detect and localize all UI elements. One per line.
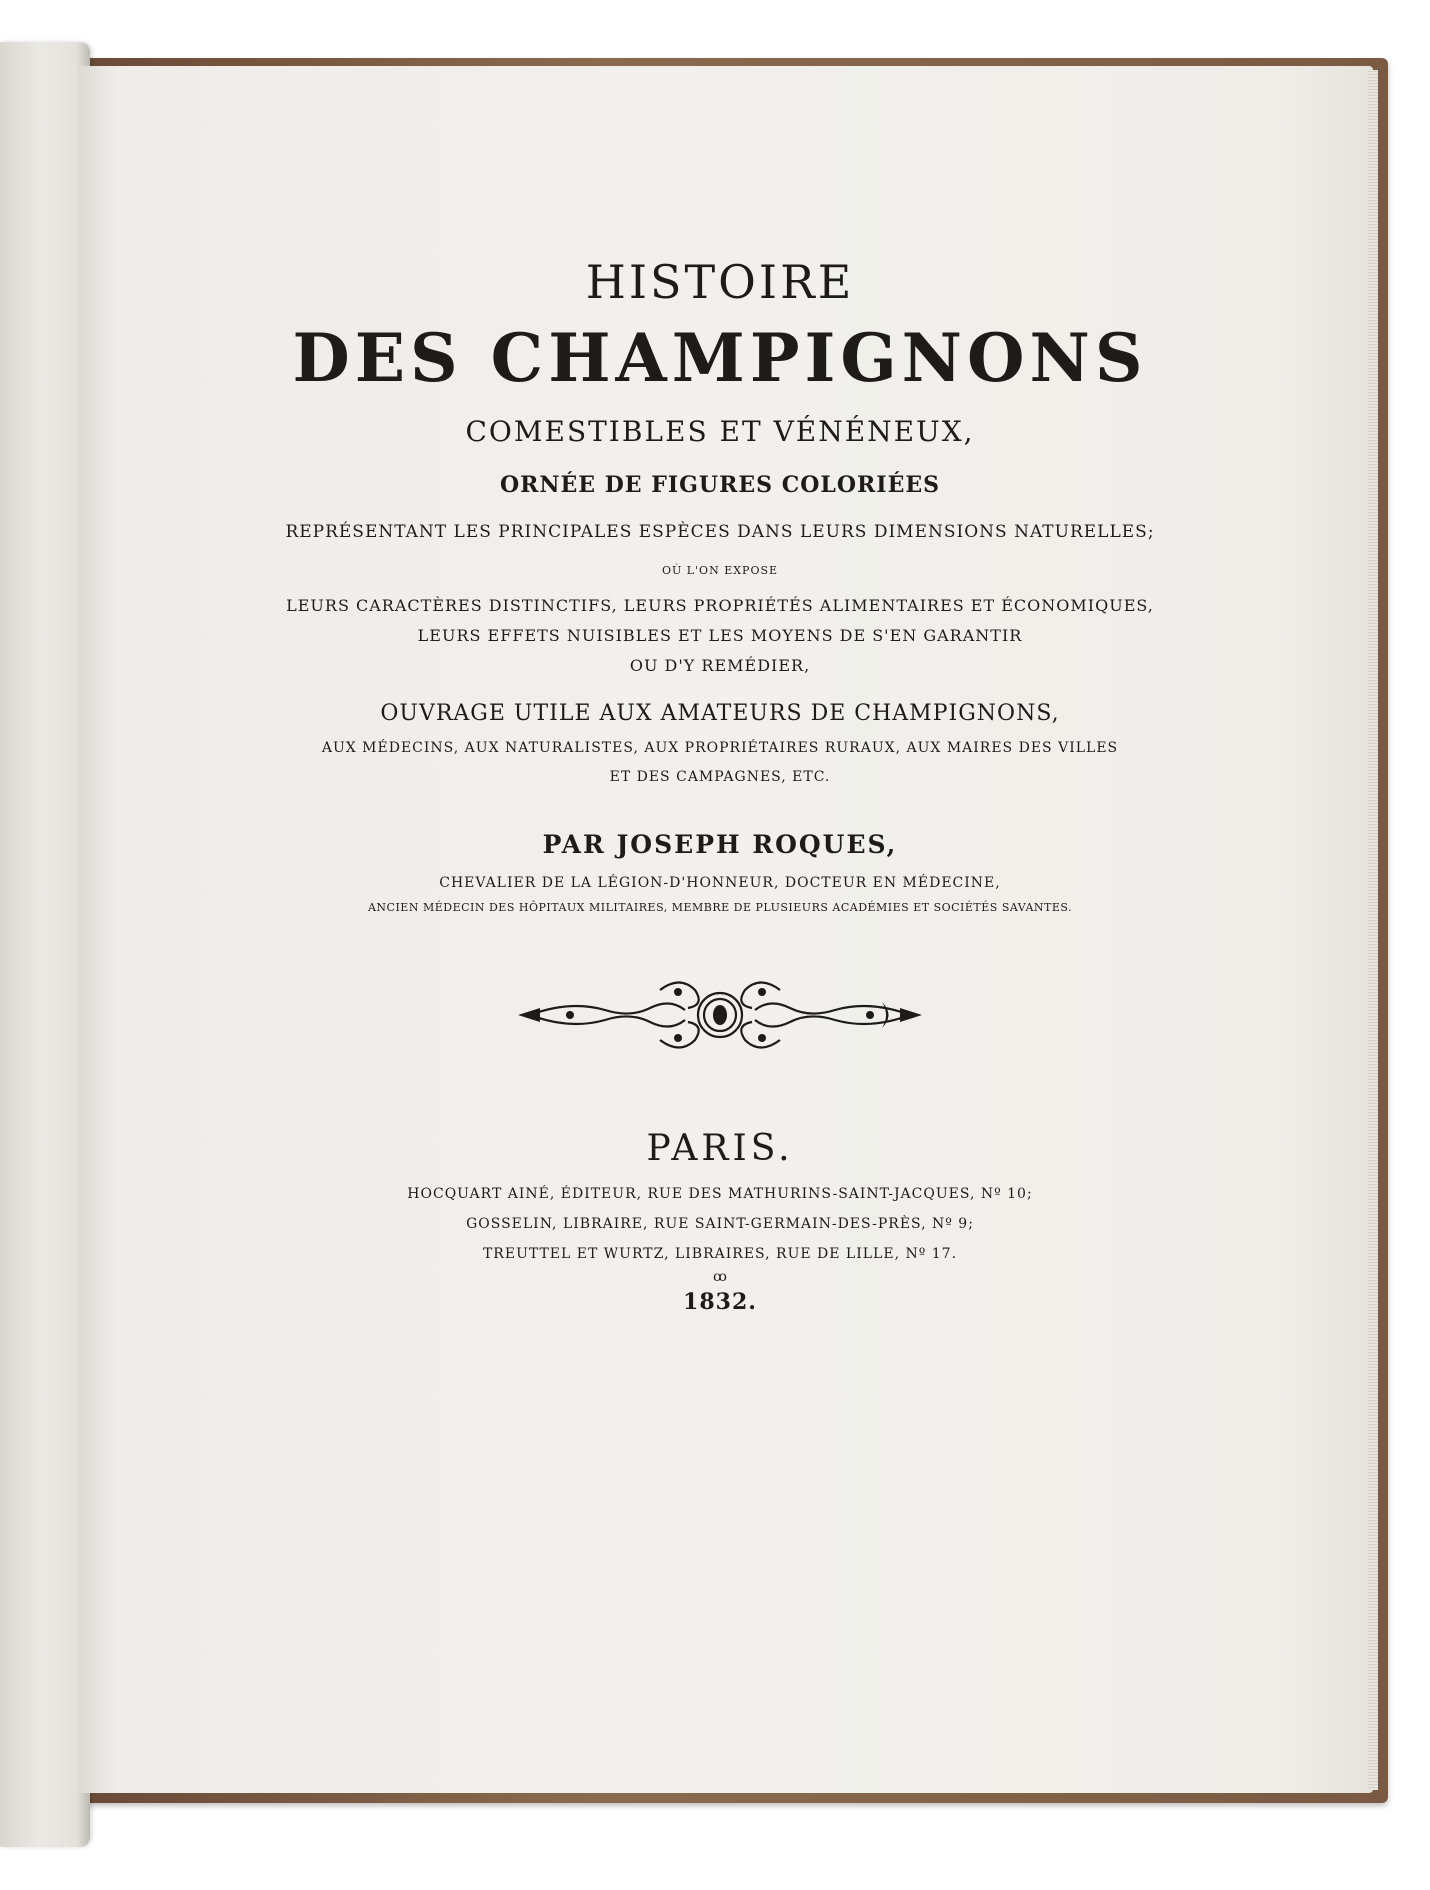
publishers-block: [100, 1179, 1340, 1269]
exposition-line: OU D'Y REMÉDIER,: [629, 656, 811, 675]
publisher-line: HOCQUART AINÉ, ÉDITEUR, RUE DES MATHURINS-SAINT-JACQUES, Nº 10;: [407, 1186, 1033, 1202]
exposition-intro: OÙ L'ON EXPOSE: [661, 564, 779, 577]
publisher-line: GOSSELIN, LIBRAIRE, RUE SAINT-GERMAIN-DES-PRÈS, Nº 9;: [466, 1216, 974, 1232]
exposition-line: LEURS EFFETS NUISIBLES ET LES MOYENS DE S'EN GARANTIR: [417, 626, 1023, 645]
audience-line: ET DES CAMPAGNES, ETC.: [609, 769, 831, 785]
title-line-histoire: HISTOIRE: [585, 255, 855, 309]
page-edge: [1368, 70, 1378, 1790]
author-name: PAR JOSEPH ROQUES,: [542, 830, 898, 859]
publisher-line: TREUTTEL ET WURTZ, LIBRAIRES, RUE DE LILLE, Nº 17.: [482, 1246, 958, 1262]
imprint-city: PARIS.: [646, 1128, 794, 1169]
audience-line: AUX MÉDECINS, AUX NATURALISTES, AUX PROPRIÉTAIRES RURAUX, AUX MAIRES DES VILLES: [321, 740, 1119, 756]
subtitle-comestibles: COMESTIBLES ET VÉNÉNEUX,: [465, 415, 975, 448]
subtitle-figures: ORNÉE DE FIGURES COLORIÉES: [499, 472, 941, 498]
exposition-line: LEURS CARACTÈRES DISTINCTIFS, LEURS PROPRIÉTÉS ALIMENTAIRES ET ÉCONOMIQUES,: [286, 596, 1154, 615]
subtitle-especes: REPRÉSENTANT LES PRINCIPALES ESPÈCES DANS LEURS DIMENSIONS NATURELLES;: [285, 522, 1155, 542]
author-title-1: CHEVALIER DE LA LÉGION-D'HONNEUR, DOCTEUR EN MÉDECINE,: [439, 875, 1001, 891]
publication-year: 1832.: [683, 1289, 757, 1315]
title-line-champignons: DES CHAMPIGNONS: [292, 319, 1148, 397]
left-page: [0, 42, 90, 1847]
author-title-2: ANCIEN MÉDECIN DES HÔPITAUX MILITAIRES, MEMBRE DE PLUSIEURS ACADÉMIES ET SOCIÉTÉS SAVANTES.: [367, 901, 1073, 914]
printer-mark: ꝏ: [713, 1269, 727, 1285]
audience-heading: OUVRAGE UTILE AUX AMATEURS DE CHAMPIGNONS,: [380, 701, 1060, 726]
title-page-content: [100, 255, 1340, 1315]
ornament-fleuron: [510, 970, 930, 1060]
audience-block: [100, 734, 1340, 792]
exposition-block: [100, 591, 1340, 681]
